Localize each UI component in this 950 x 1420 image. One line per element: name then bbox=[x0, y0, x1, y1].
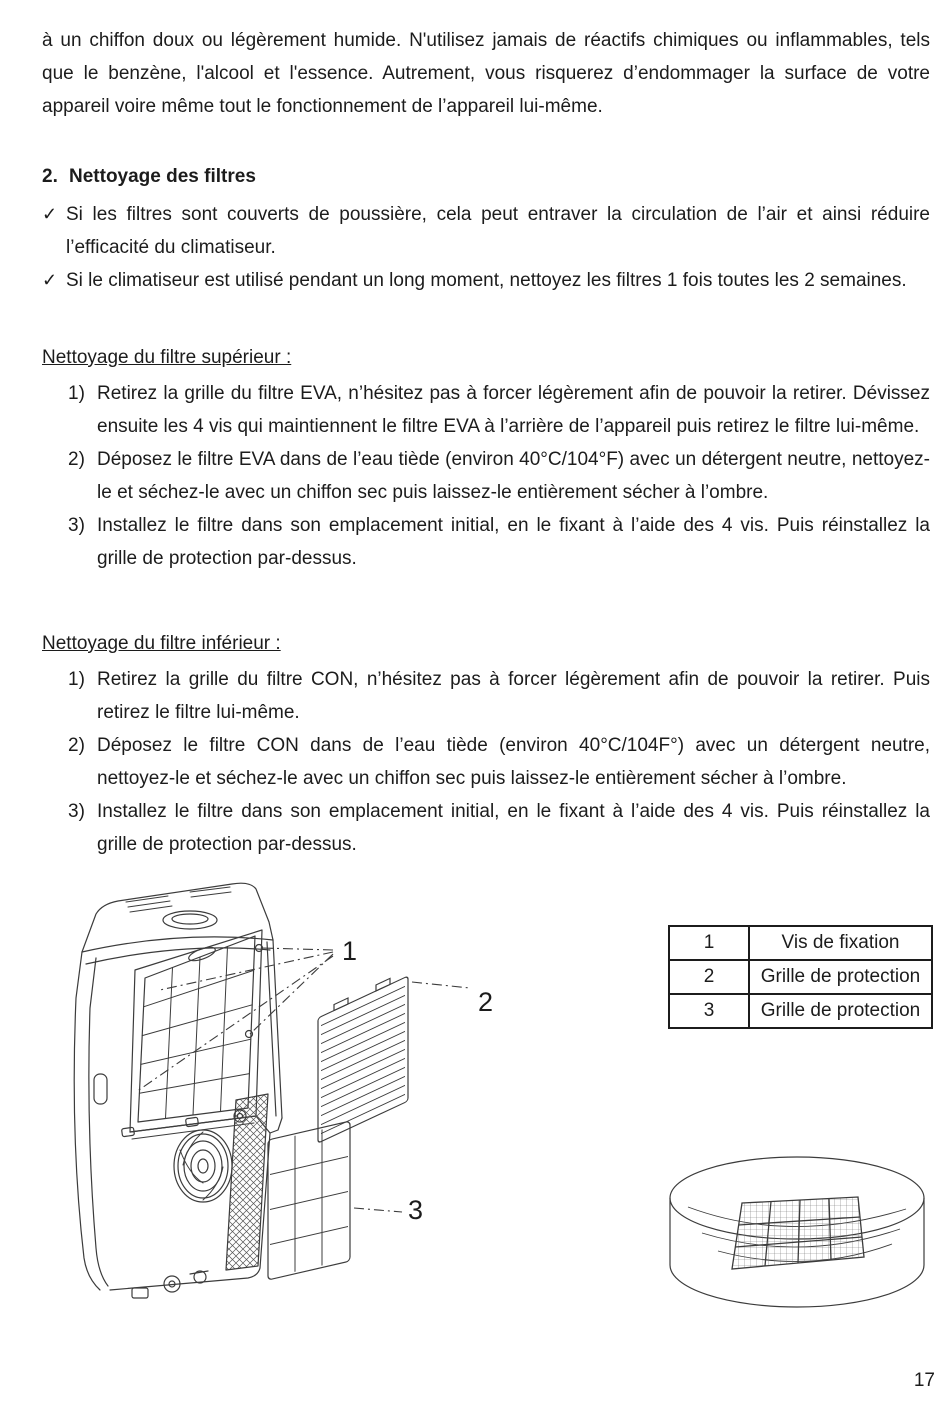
section-2-number: 2. bbox=[42, 166, 58, 187]
step-number: 3) bbox=[68, 801, 85, 822]
filter-soaking-basin-illustration bbox=[660, 1145, 935, 1315]
callout-leader-lines bbox=[136, 948, 470, 1212]
step-item bbox=[42, 509, 930, 575]
upper-protection-grille bbox=[318, 970, 408, 1143]
upper-filter-steps bbox=[42, 377, 930, 575]
part-number-cell: 3 bbox=[669, 994, 749, 1028]
page-content bbox=[42, 0, 930, 861]
upper-filter-heading: Nettoyage du filtre supérieur : bbox=[42, 347, 292, 368]
lower-protection-grille bbox=[268, 1121, 350, 1280]
step-item bbox=[42, 443, 930, 509]
part-number-cell: 1 bbox=[669, 926, 749, 960]
bullet-item bbox=[42, 198, 930, 264]
step-number: 2) bbox=[68, 449, 85, 470]
step-number: 2) bbox=[68, 735, 85, 756]
page-number: 17 bbox=[913, 1370, 935, 1391]
part-label-cell: Grille de protection bbox=[749, 994, 932, 1028]
step-text: Retirez la grille du filtre CON, n’hésitez pas à forcer légèrement afin de pouvoir la retirer. Puis retirez le filtre lui-même. bbox=[97, 669, 930, 723]
callout-2-label: 2 bbox=[478, 987, 494, 1017]
unit-body bbox=[74, 883, 282, 1298]
callout-1-label: 1 bbox=[342, 936, 358, 966]
intro-paragraph: à un chiffon doux ou légèrement humide. N'utilisez jamais de réactifs chimiques ou inflammables, tels que le benzène, l'alcool et l'essence. Autrement, vous risquerez d’endommager la surface de votre appareil voire même tout le fonctionnement de l’appareil lui-même. bbox=[42, 30, 930, 117]
air-conditioner-exploded-diagram bbox=[40, 878, 660, 1328]
fan-grille bbox=[174, 1130, 232, 1202]
diagram-section bbox=[0, 878, 950, 1338]
part-label-cell: Vis de fixation bbox=[749, 926, 932, 960]
check-icon: ✓ bbox=[42, 270, 58, 290]
table-row bbox=[669, 994, 932, 1028]
step-text: Installez le filtre dans son emplacement initial, en le fixant à l’aide des 4 vis. Puis réinstallez la grille de protection par-dessus. bbox=[97, 801, 930, 855]
bullet-item bbox=[42, 264, 930, 297]
step-text: Retirez la grille du filtre EVA, n’hésitez pas à forcer légèrement afin de pouvoir la retirer. Dévissez ensuite les 4 vis qui maintiennent le filtre EVA à l’arrière de l’appareil puis retirez le filtre lui-même. bbox=[97, 383, 930, 437]
parts-legend-table bbox=[668, 925, 933, 1029]
callout-3-label: 3 bbox=[408, 1195, 424, 1225]
step-number: 1) bbox=[68, 669, 85, 690]
step-item bbox=[42, 663, 930, 729]
step-item bbox=[42, 795, 930, 861]
bullet-text: Si les filtres sont couverts de poussière, cela peut entraver la circulation de l’air et ainsi réduire l’efficacité du climatiseur. bbox=[66, 204, 930, 258]
step-number: 1) bbox=[68, 383, 85, 404]
section-2-heading bbox=[42, 160, 930, 193]
basin bbox=[670, 1157, 924, 1307]
step-text: Déposez le filtre EVA dans de l’eau tiède (environ 40°C/104°F) avec un détergent neutre, nettoyez-le et séchez-le avec un chiffon sec puis laissez-le entièrement sécher à l’ombre. bbox=[97, 449, 930, 503]
soaking-filter-mesh bbox=[732, 1197, 864, 1269]
step-text: Déposez le filtre CON dans de l’eau tiède (environ 40°C/104F°) avec un détergent neutre, nettoyez-le et séchez-le avec un chiffon sec puis laissez-le entièrement sécher à l’ombre. bbox=[97, 735, 930, 789]
section-2-title: Nettoyage des filtres bbox=[69, 166, 256, 187]
step-item bbox=[42, 729, 930, 795]
bullet-text: Si le climatiseur est utilisé pendant un long moment, nettoyez les filtres 1 fois toutes les 2 semaines. bbox=[66, 270, 907, 291]
step-text: Installez le filtre dans son emplacement initial, en le fixant à l’aide des 4 vis. Puis réinstallez la grille de protection par-dessus. bbox=[97, 515, 930, 569]
lower-filter-steps bbox=[42, 663, 930, 861]
section-2-bullets bbox=[42, 198, 930, 297]
lower-filter-heading: Nettoyage du filtre inférieur : bbox=[42, 633, 281, 654]
table-row bbox=[669, 960, 932, 994]
step-item bbox=[42, 377, 930, 443]
part-number-cell: 2 bbox=[669, 960, 749, 994]
check-icon: ✓ bbox=[42, 204, 58, 224]
part-label-cell: Grille de protection bbox=[749, 960, 932, 994]
table-row bbox=[669, 926, 932, 960]
step-number: 3) bbox=[68, 515, 85, 536]
